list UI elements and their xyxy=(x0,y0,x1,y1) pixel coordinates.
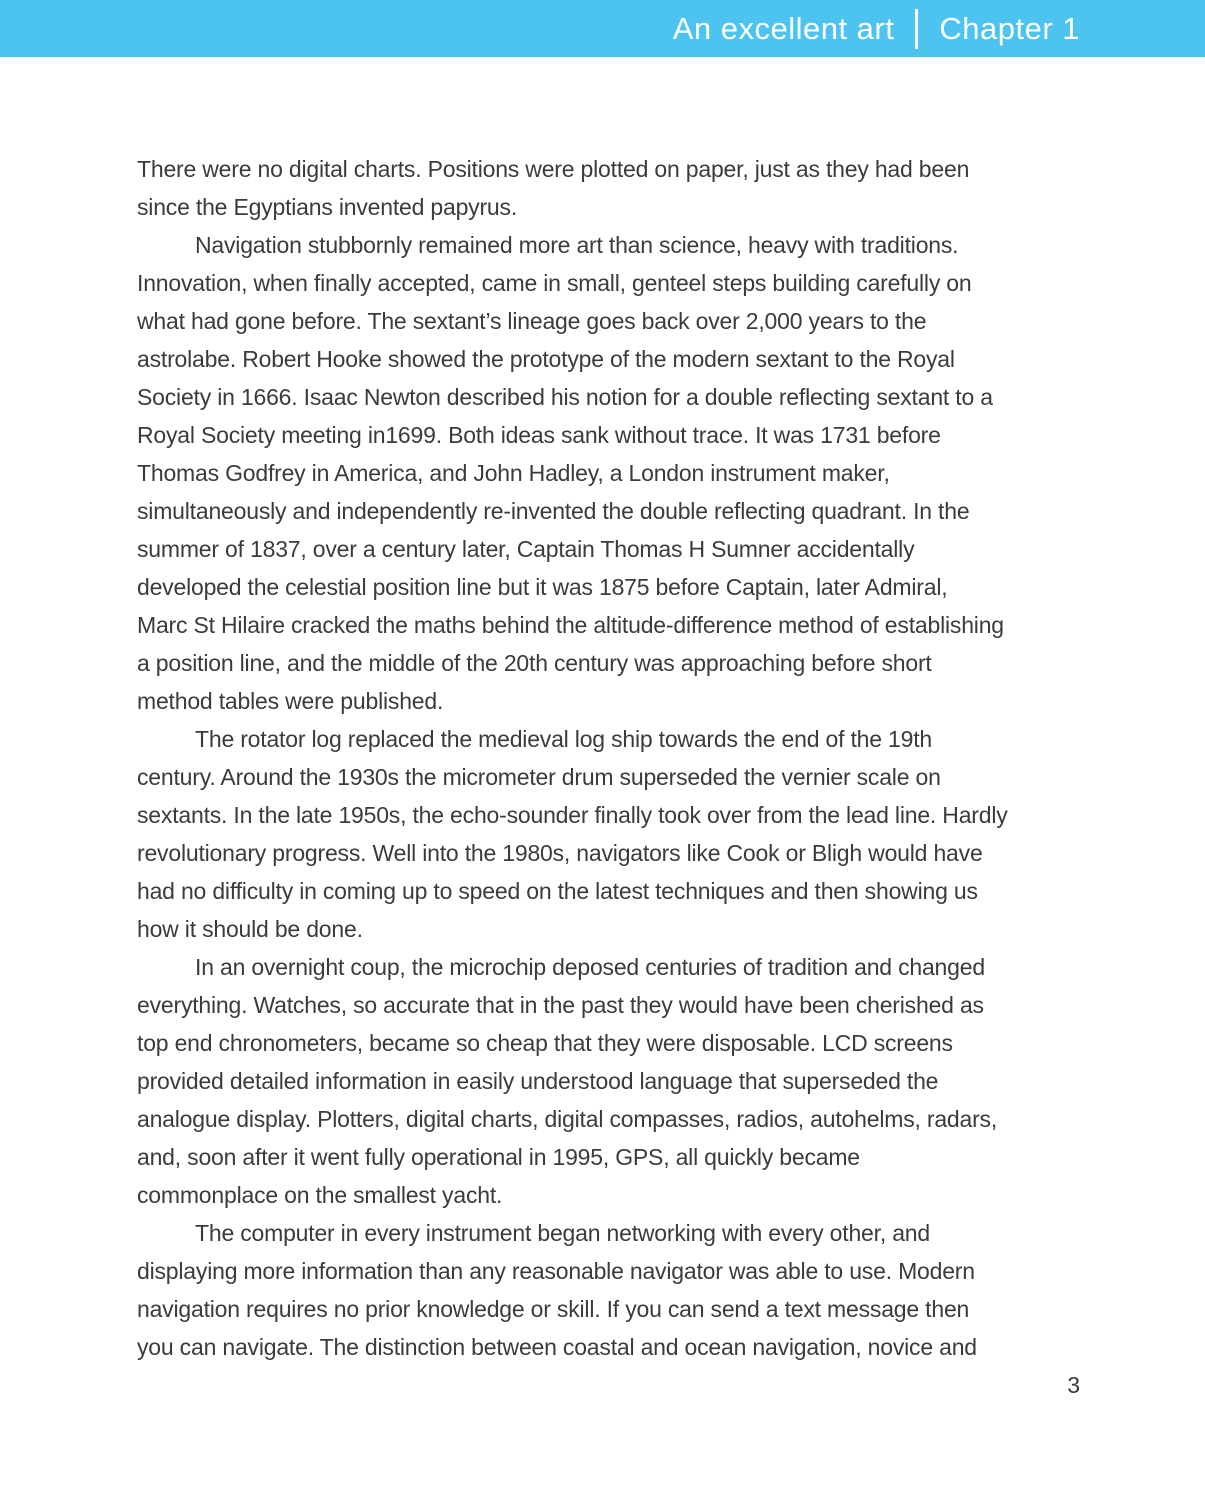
text-line: There were no digital charts. Positions were plotted on paper, just as they had been xyxy=(137,156,970,182)
text-line: since the Egyptians invented papyrus. xyxy=(137,194,518,220)
text-line: everything. Watches, so accurate that in the past they would have been cherished as xyxy=(137,992,984,1018)
text-line: Marc St Hilaire cracked the maths behind the altitude-difference method of establishing xyxy=(137,612,1004,638)
text-line: summer of 1837, over a century later, Captain Thomas H Sumner accidentally xyxy=(137,536,915,562)
paragraph-2 xyxy=(137,226,1097,720)
text-line: what had gone before. The sextant’s lineage goes back over 2,000 years to the xyxy=(137,308,927,334)
paragraph-1 xyxy=(137,150,1097,226)
text-line: you can navigate. The distinction between coastal and ocean navigation, novice and xyxy=(137,1334,977,1360)
text-line: Innovation, when finally accepted, came in small, genteel steps building carefully on xyxy=(137,270,972,296)
text-line: revolutionary progress. Well into the 1980s, navigators like Cook or Bligh would have xyxy=(137,840,983,866)
chapter-header-bar xyxy=(0,0,1205,57)
text-line: provided detailed information in easily understood language that superseded the xyxy=(137,1068,939,1094)
text-line: astrolabe. Robert Hooke showed the prototype of the modern sextant to the Royal xyxy=(137,346,955,372)
text-line: The rotator log replaced the medieval log ship towards the end of the 19th xyxy=(195,726,933,752)
text-line: In an overnight coup, the microchip deposed centuries of tradition and changed xyxy=(195,954,985,980)
page-number: 3 xyxy=(1067,1372,1080,1398)
paragraph-4 xyxy=(137,948,1097,1214)
text-line: commonplace on the smallest yacht. xyxy=(137,1182,503,1208)
chapter-label: Chapter 1 xyxy=(939,10,1080,46)
text-line: navigation requires no prior knowledge or skill. If you can send a text message then xyxy=(137,1296,970,1322)
text-line: method tables were published. xyxy=(137,688,444,714)
text-line: and, soon after it went fully operational in 1995, GPS, all quickly became xyxy=(137,1144,860,1170)
text-line: top end chronometers, became so cheap that they were disposable. LCD screens xyxy=(137,1030,953,1056)
text-line: analogue display. Plotters, digital charts, digital compasses, radios, autohelms, radars, xyxy=(137,1106,998,1132)
section-title: An excellent art xyxy=(672,10,895,46)
text-line: developed the celestial position line but it was 1875 before Captain, later Admiral, xyxy=(137,574,948,600)
text-line: sextants. In the late 1950s, the echo-sounder finally took over from the lead line. Hardly xyxy=(137,802,1008,828)
paragraph-5 xyxy=(137,1214,1097,1366)
text-line: displaying more information than any reasonable navigator was able to use. Modern xyxy=(137,1258,975,1284)
text-line: Thomas Godfrey in America, and John Hadley, a London instrument maker, xyxy=(137,460,890,486)
header-divider xyxy=(915,9,918,49)
paragraph-3 xyxy=(137,720,1097,948)
text-line: how it should be done. xyxy=(137,916,363,942)
text-line: century. Around the 1930s the micrometer drum superseded the vernier scale on xyxy=(137,764,941,790)
body-text xyxy=(137,150,1097,1366)
text-line: Society in 1666. Isaac Newton described his notion for a double reflecting sextant to a xyxy=(137,384,993,410)
text-line: had no difficulty in coming up to speed on the latest techniques and then showing us xyxy=(137,878,978,904)
text-line: The computer in every instrument began networking with every other, and xyxy=(195,1220,930,1246)
text-line: Royal Society meeting in1699. Both ideas sank without trace. It was 1731 before xyxy=(137,422,941,448)
text-line: simultaneously and independently re-invented the double reflecting quadrant. In the xyxy=(137,498,970,524)
text-line: Navigation stubbornly remained more art than science, heavy with traditions. xyxy=(195,232,959,258)
text-line: a position line, and the middle of the 20th century was approaching before short xyxy=(137,650,932,676)
